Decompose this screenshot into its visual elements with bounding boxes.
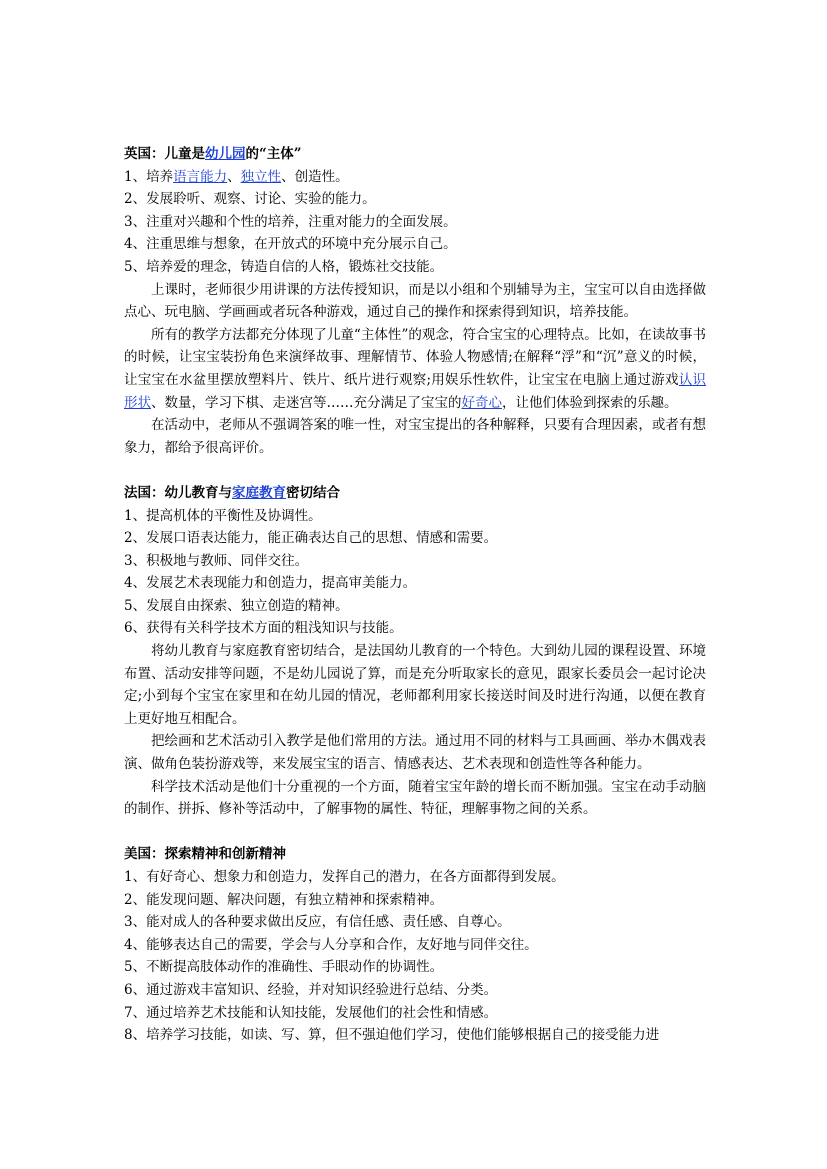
section-fr (124, 482, 706, 821)
paragraph (124, 279, 706, 324)
paragraph (124, 640, 706, 730)
text-run: 2、发展聆听、观察、讨论、实验的能力。 (124, 191, 376, 208)
list-item (124, 188, 706, 211)
text-run: 4、注重思维与想象，在开放式的环境中充分展示自己。 (124, 236, 457, 253)
list-item (124, 617, 706, 640)
text-run: 、创造性。 (281, 168, 349, 185)
text-run: 6、通过游戏丰富知识、经验，并对知识经验进行总结、分类。 (124, 981, 498, 998)
list-item (124, 572, 706, 595)
text-run: 4、能够表达自己的需要，学会与人分享和合作，友好地与同伴交往。 (124, 936, 538, 953)
text-run: 法国：幼儿教育与 (124, 484, 232, 501)
paragraph (124, 324, 706, 414)
hyperlink[interactable]: 好奇心 (461, 394, 502, 411)
text-run: 3、积极地与教师、同伴交往。 (124, 552, 309, 569)
list-item (124, 934, 706, 957)
section-spacer (124, 821, 706, 844)
text-run: 把绘画和艺术活动引入教学是他们常用的方法。通过用不同的材料与工具画画、举办木偶戏表演、做角色装扮游戏等，来发展宝宝的语言、情感表达、艺术表现和创造性等各种能力。 (124, 733, 706, 773)
text-run: 、 (227, 168, 241, 185)
text-run: 4、发展艺术表现能力和创造力，提高审美能力。 (124, 575, 417, 592)
list-item (124, 211, 706, 234)
text-run: 将幼儿教育与家庭教育密切结合，是法国幼儿教育的一个特色。大到幼儿园的课程设置、环境布置、活动安排等问题，不是幼儿园说了算，而是充分听取家长的意见，跟家长委员会一起讨论决定;小到每个宝宝在家里和在幼儿园的情况，老师都利用家长接送时间及时进行沟通，以便在教育上更好地互相配合。 (124, 643, 706, 727)
hyperlink[interactable]: 幼儿园 (205, 146, 246, 162)
text-run: 2、能发现问题、解决问题，有独立精神和探索精神。 (124, 891, 444, 908)
text-run: 5、培养爱的理念，铸造自信的人格，锻炼社交技能。 (124, 258, 444, 275)
list-item (124, 256, 706, 279)
text-run: 上课时，老师很少用讲课的方法传授知识，而是以小组和个别辅导为主，宝宝可以自由选择做点心、玩电脑、学画画或者玩各种游戏，通过自己的操作和探索得到知识，培养技能。 (124, 281, 706, 321)
text-run: 的“主体” (245, 146, 302, 162)
text-run: 在活动中，老师从不强调答案的唯一性，对宝宝提出的各种解释，只要有合理因素，或者有想象力，都给予很高评价。 (124, 417, 706, 456)
text-run: 6、获得有关科学技术方面的粗浅知识与技能。 (124, 620, 403, 637)
text-run: 2、发展口语表达能力，能正确表达自己的思想、情感和需要。 (124, 530, 498, 547)
list-item (124, 166, 706, 189)
list-item (124, 595, 706, 618)
hyperlink[interactable]: 语言能力 (173, 168, 228, 185)
hyperlink[interactable]: 家庭教育 (232, 484, 286, 501)
text-run: 5、不断提高肢体动作的准确性、手眼动作的协调性。 (124, 959, 444, 976)
text-run: 科学技术活动是他们十分重视的一个方面，随着宝宝年龄的增长而不断加强。宝宝在动手动脑的制作、拼拆、修补等活动中，了解事物的属性、特征，理解事物之间的关系。 (124, 778, 706, 818)
text-run: 3、注重对兴趣和个性的培养，注重对能力的全面发展。 (124, 213, 457, 230)
text-run: 1、有好奇心、想象力和创造力，发挥自己的潜力，在各方面都得到发展。 (124, 869, 565, 885)
list-item (124, 1002, 706, 1025)
paragraph (124, 414, 706, 459)
text-run: 英国：儿童是 (124, 146, 205, 162)
list-item (124, 233, 706, 256)
text-run: 1、提高机体的平衡性及协调性。 (124, 507, 322, 524)
paragraph (124, 730, 706, 775)
section-uk (124, 143, 706, 459)
text-run: 、数量，学习下棋、走迷宫等……充分满足了宝宝的 (151, 394, 462, 411)
paragraph (124, 776, 706, 821)
section-heading (124, 482, 706, 505)
text-run: 3、能对成人的各种要求做出反应，有信任感、责任感、自尊心。 (124, 914, 511, 931)
list-item (124, 1024, 706, 1047)
list-item (124, 979, 706, 1002)
text-run: 密切结合 (286, 484, 340, 501)
list-item (124, 866, 706, 889)
hyperlink[interactable]: 独立性 (240, 168, 282, 185)
section-us (124, 843, 706, 1046)
text-run: 所有的教学方法都充分体现了儿童“主体性”的观念，符合宝宝的心理特点。比如，在读故事书的时候，让宝宝装扮角色来演绎故事、理解情节、体验人物感情;在解释“浮”和“沉”意义的时候，让宝宝在水盆里摆放塑料片、铁片、纸片进行观察;用娱乐性软件，让宝宝在电脑上通过游戏 (124, 326, 706, 388)
text-run: 7、通过培养艺术技能和认知技能，发展他们的社会性和情感。 (124, 1004, 498, 1021)
text-run: 8、培养学习技能，如读、写、算，但不强迫他们学习，使他们能够根据自己的接受能力进 (124, 1027, 660, 1044)
list-item (124, 911, 706, 934)
document-page (124, 143, 706, 1047)
list-item (124, 505, 706, 528)
list-item (124, 889, 706, 912)
section-heading (124, 143, 706, 166)
list-item (124, 956, 706, 979)
text-run: 美国：探索精神和创新精神 (124, 846, 286, 863)
text-run: 1、培养 (124, 168, 174, 185)
hyperlink[interactable]: 认识形状 (124, 371, 706, 411)
list-item (124, 527, 706, 550)
section-spacer (124, 459, 706, 482)
section-heading (124, 843, 706, 866)
text-run: ，让他们体验到探索的乐趣。 (502, 394, 678, 411)
list-item (124, 550, 706, 573)
text-run: 5、发展自由探索、独立创造的精神。 (124, 597, 349, 614)
